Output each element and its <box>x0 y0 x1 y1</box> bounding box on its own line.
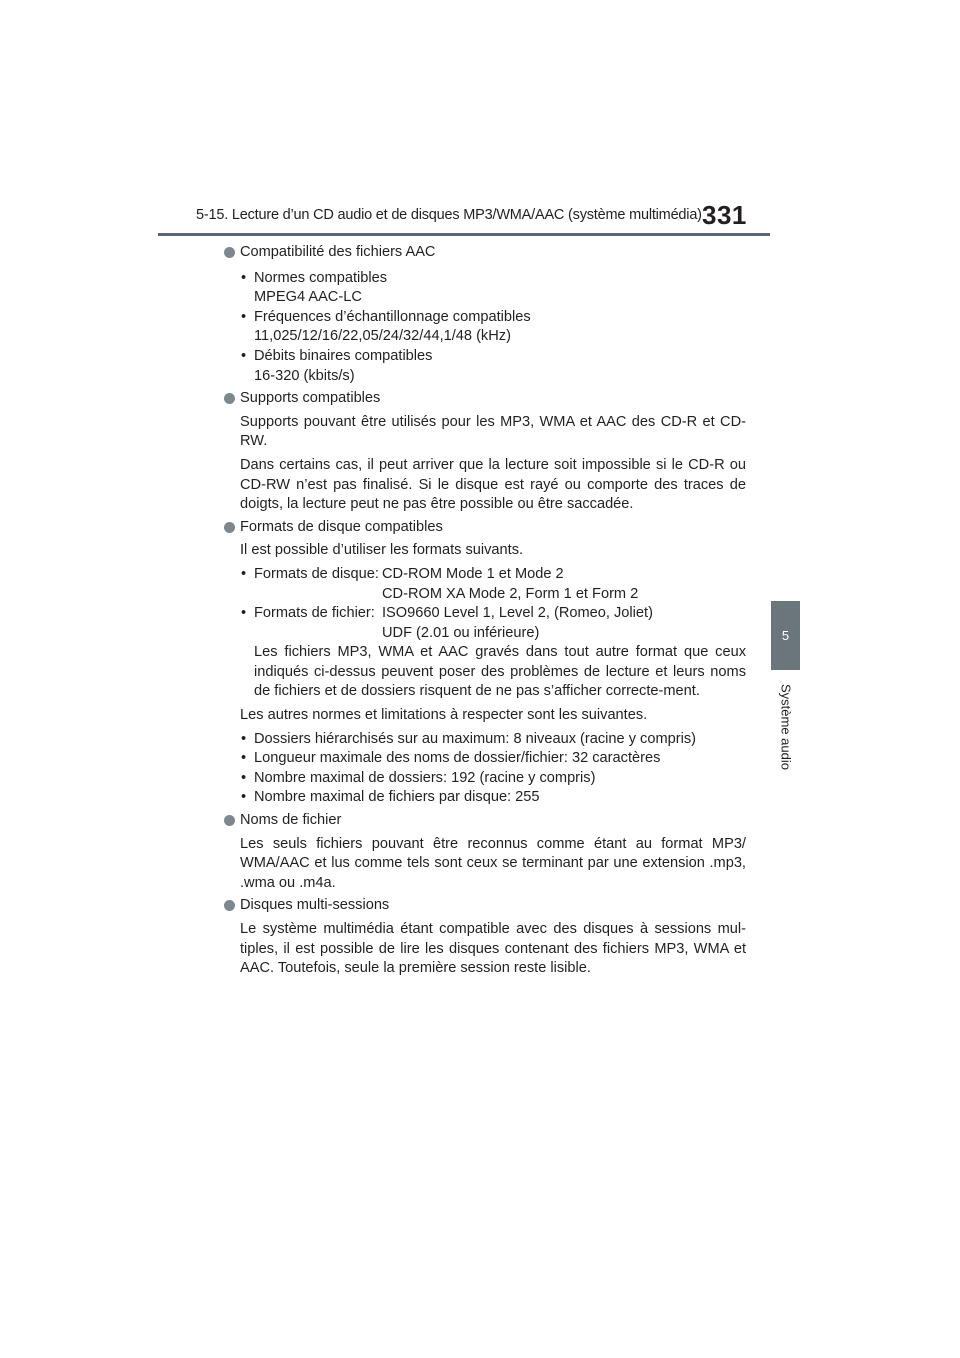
bullet-dot: • <box>241 605 247 622</box>
section-heading: Supports compatibles <box>222 389 746 409</box>
list-item <box>222 269 746 308</box>
format-value: UDF (2.01 ou inférieure) <box>382 624 540 641</box>
bullet-dot: • <box>241 308 247 325</box>
section-multisession <box>222 896 746 978</box>
list-item <box>222 788 746 808</box>
list-item-text: Nombre maximal de dossiers: 192 (racine y compris) <box>254 769 596 786</box>
paragraph: Les seuls fichiers pouvant être reconnus comme étant au format MP3/ WMA/AAC et lus comme tels sont ceux se terminant par une extension .mp3, .wma ou .m4a. <box>240 835 746 891</box>
page-number: 331 <box>702 200 747 230</box>
section-title: 5-15. Lecture d’un CD audio et de disques MP3/WMA/AAC (système multimédia) <box>196 207 702 223</box>
list-item <box>222 769 746 789</box>
list-item <box>222 604 746 624</box>
paragraph: Supports pouvant être utilisés pour les MP3, WMA et AAC des CD-R et CD-RW. <box>240 413 746 450</box>
item-label: Fréquences d’échantillonnage compatibles <box>254 308 531 325</box>
item-value: 16-320 (kbits/s) <box>254 367 355 384</box>
section-aac <box>222 243 746 386</box>
bullet-dot: • <box>241 565 247 582</box>
format-list <box>222 565 746 702</box>
format-value: CD-ROM Mode 1 et Mode 2 <box>382 565 564 582</box>
format-value: ISO9660 Level 1, Level 2, (Romeo, Joliet) <box>382 605 653 622</box>
section-formats <box>222 518 746 808</box>
bullet-dot: • <box>241 789 247 806</box>
paragraph: Les autres normes et limitations à respecter sont les suivantes. <box>240 707 648 724</box>
item-label: Normes compatibles <box>254 269 388 286</box>
list-item <box>222 749 746 769</box>
list-item <box>222 308 746 347</box>
section-media <box>222 389 746 515</box>
chapter-number: 5 <box>781 628 790 643</box>
section-filenames <box>222 811 746 893</box>
list-item-text: Longueur maximale des noms de dossier/fichier: 32 caractères <box>254 750 661 767</box>
section-heading: Formats de disque compatibles <box>222 518 746 538</box>
page-content <box>222 240 746 979</box>
list-item <box>222 565 746 585</box>
section-heading: Disques multi-sessions <box>222 896 746 916</box>
list-item <box>222 730 746 750</box>
format-label: Formats de disque: <box>254 565 379 582</box>
list-item <box>222 347 746 386</box>
paragraph: Dans certains cas, il peut arriver que la lecture soit impossible si le CD-R ou CD-RW n’est pas finalisé. Si le disque est rayé ou comporte des traces de doigts, la lecture peut ne pas être possible ou être saccadée. <box>240 456 746 513</box>
bullet-dot: • <box>241 750 247 767</box>
chapter-label: Système audio <box>778 684 794 770</box>
list-item-text: Nombre maximal de fichiers par disque: 255 <box>254 789 540 806</box>
header-rule <box>158 233 770 236</box>
item-label: Débits binaires compatibles <box>254 347 433 364</box>
paragraph: Les fichiers MP3, WMA et AAC gravés dans tout autre format que ceux indiqués ci-dessus peuvent poser des problèmes de lecture et leurs noms de fichiers et de dossiers risquent de ne pas s’afficher correcte-ment. <box>254 644 746 700</box>
list-item-text: Dossiers hiérarchisés sur au maximum: 8 niveaux (racine y compris) <box>254 730 697 747</box>
format-label: Formats de fichier: <box>254 605 375 622</box>
bullet-dot: • <box>241 769 247 786</box>
item-value: 11,025/12/16/22,05/24/32/44,1/48 (kHz) <box>254 328 511 345</box>
item-value: MPEG4 AAC-LC <box>254 289 362 306</box>
bullet-dot: • <box>241 730 247 747</box>
paragraph: Il est possible d’utiliser les formats suivants. <box>240 542 524 559</box>
aac-list <box>222 269 746 387</box>
section-heading: Noms de fichier <box>222 811 746 831</box>
limits-list <box>222 730 746 808</box>
bullet-dot: • <box>241 269 247 286</box>
chapter-tab <box>771 601 800 670</box>
bullet-dot: • <box>241 347 247 364</box>
format-value: CD-ROM XA Mode 2, Form 1 et Form 2 <box>382 585 639 602</box>
section-heading: Compatibilité des fichiers AAC <box>222 243 746 263</box>
paragraph: Le système multimédia étant compatible avec des disques à sessions mul-tiples, il est possible de lire les disques contenant des fichiers MP3, WMA et AAC. Toutefois, seule la première session reste lisible. <box>240 921 746 977</box>
